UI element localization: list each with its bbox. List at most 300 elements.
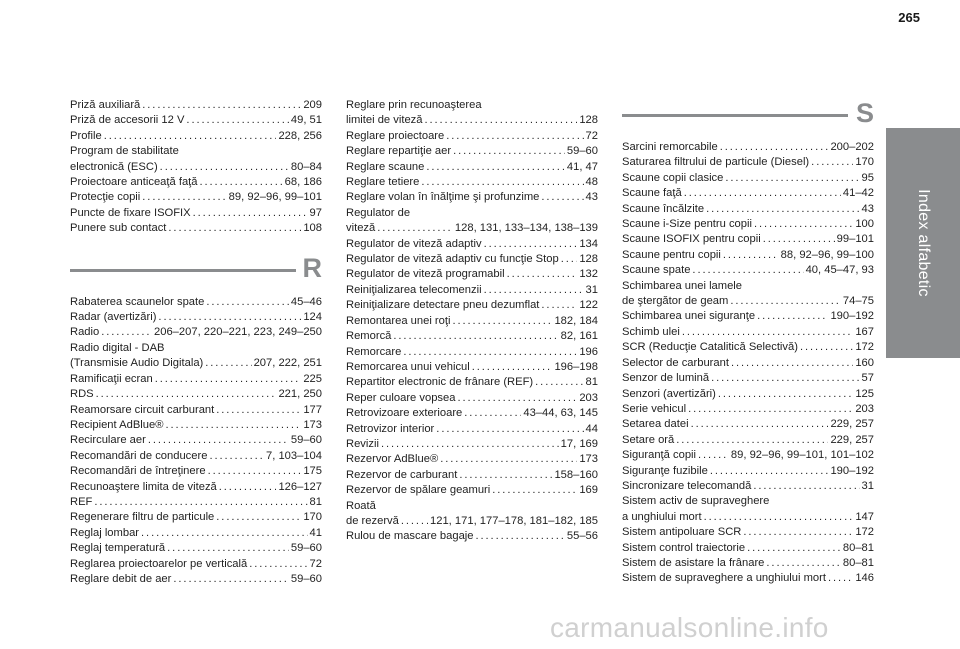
index-entry-row: [622, 217, 874, 232]
index-term: Rulou de mascare bagaje: [346, 530, 474, 543]
index-entry: [346, 98, 598, 129]
index-entry-row: [346, 283, 598, 298]
index-entry: [70, 403, 322, 418]
index-entry-row: [622, 387, 874, 402]
index-column-3: [622, 98, 874, 587]
dot-leader: [507, 267, 578, 282]
page-references: 72: [309, 557, 322, 570]
dot-leader: [96, 387, 277, 402]
page-references: 209: [303, 99, 322, 111]
index-entry-row: [70, 433, 322, 448]
index-entry-row: [346, 391, 598, 406]
index-entry: [346, 283, 598, 298]
index-entry-row: [70, 526, 322, 541]
index-term: Proiectoare anticeaţă faţă: [70, 176, 198, 189]
page-references: 172: [855, 341, 874, 354]
dot-leader: [167, 541, 289, 556]
index-term: Senzori (avertizări): [622, 387, 716, 400]
index-entry-row: [70, 113, 322, 128]
index-entry: [70, 449, 322, 464]
index-entry: [70, 190, 322, 205]
dot-leader: [401, 514, 428, 529]
index-entry-row: [346, 529, 598, 544]
index-entry-row: [70, 418, 322, 433]
page-references: 128, 131, 133–134, 138–139: [454, 222, 598, 235]
dot-leader: [676, 433, 828, 448]
index-entry-row: [70, 372, 322, 387]
index-entry-row: [346, 144, 598, 159]
index-entry-row: [70, 295, 322, 310]
index-entry: [622, 232, 874, 247]
index-entry: [346, 468, 598, 483]
index-entry: [346, 360, 598, 375]
index-entry: [622, 371, 874, 386]
page-references: 158–160: [554, 468, 598, 481]
index-entry: [622, 340, 874, 355]
index-entry-row: [346, 514, 598, 529]
index-term: Protecţie copii: [70, 191, 141, 204]
index-entry-row: [622, 571, 874, 586]
page-references: 229, 257: [830, 433, 874, 446]
page-references: 43: [861, 202, 874, 215]
dot-leader: [731, 356, 853, 371]
dot-leader: [725, 171, 859, 186]
index-entry: [622, 202, 874, 217]
watermark: carmanualsonline.info: [550, 612, 829, 643]
index-term: Reglaj lombar: [70, 526, 140, 539]
index-term: Reglare repartiţie aer: [346, 145, 452, 158]
index-term: Reglare scaune: [346, 160, 425, 173]
index-entry: [70, 526, 322, 541]
index-term: Senzor de lumină: [622, 372, 710, 385]
page-references: 122: [579, 299, 598, 312]
index-term: Sincronizare telecomandă: [622, 479, 752, 492]
dot-leader: [704, 510, 854, 525]
dot-leader: [710, 464, 829, 479]
index-entry-row: [346, 360, 598, 375]
index-term: Retrovizor interior: [346, 422, 435, 435]
index-term: Siguranţă copii: [622, 449, 697, 462]
index-entry: [346, 129, 598, 144]
index-entry: [346, 437, 598, 452]
dot-leader: [541, 190, 583, 205]
index-entry-row: [622, 433, 874, 448]
page-references: 207, 222, 251: [253, 357, 322, 370]
page-references: 80–84: [290, 160, 322, 173]
dot-leader: [173, 572, 288, 587]
dot-leader: [476, 529, 565, 544]
page-references: 59–60: [290, 434, 322, 447]
letter-rule: [622, 114, 848, 117]
index-column-1: [70, 98, 322, 587]
index-entry: [346, 190, 598, 205]
index-entry: [622, 279, 874, 310]
dot-leader: [698, 448, 729, 463]
page-references: 88, 92–96, 99–100: [780, 248, 874, 261]
index-entry-row: [70, 510, 322, 525]
index-entry-row: [622, 232, 874, 247]
index-entry-row: [346, 298, 598, 313]
index-entry-row: [346, 252, 598, 267]
dot-leader: [104, 129, 277, 144]
page-references: 173: [579, 453, 598, 466]
dot-leader: [561, 252, 578, 267]
dot-leader: [743, 525, 853, 540]
index-term: Regulator de viteză adaptiv cu funcţie Stop: [346, 253, 559, 266]
index-entry-row: [346, 190, 598, 205]
index-term: Remorcare: [346, 345, 402, 358]
index-entry: [622, 433, 874, 448]
index-term: Reglare volan în înălţime şi profunzime: [346, 191, 540, 204]
page-references: 206–207, 220–221, 223, 249–250: [154, 326, 322, 339]
index-entry-row: [70, 403, 322, 418]
index-term: Regulator de viteză adaptiv: [346, 237, 482, 250]
index-entry: [622, 186, 874, 201]
page-references: 169: [579, 484, 598, 497]
index-term: Sistem de supraveghere a unghiului mort: [622, 572, 826, 585]
dot-leader: [484, 237, 578, 252]
dot-leader: [141, 526, 308, 541]
dot-leader: [753, 479, 859, 494]
page-references: 44: [585, 422, 598, 435]
dot-leader: [541, 298, 577, 313]
page-references: 177: [303, 403, 322, 416]
page-references: 81: [309, 495, 322, 508]
index-entry: [346, 144, 598, 159]
page-references: 124: [303, 311, 322, 324]
index-term: Rezervor AdBlue®: [346, 453, 439, 466]
index-term: Schimb ulei: [622, 325, 680, 338]
index-entry-heading: Reglare prin recunoaşterea: [346, 99, 482, 111]
page-references: 221, 250: [278, 388, 322, 401]
index-entry-row: [622, 556, 874, 571]
index-term: Recipient AdBlue®: [70, 418, 164, 431]
dot-leader: [160, 160, 289, 175]
index-term: limitei de viteză: [346, 114, 423, 127]
index-term: Setarea datei: [622, 418, 689, 431]
dot-leader: [216, 403, 301, 418]
index-entry: [346, 267, 598, 282]
page-references: 43–44, 63, 145: [523, 407, 598, 420]
index-entry-row: [622, 325, 874, 340]
index-term: Sarcini remorcabile: [622, 141, 718, 153]
index-entry-row: [346, 175, 598, 190]
index-term: Sistem antipoluare SCR: [622, 526, 742, 539]
dot-leader: [94, 495, 307, 510]
index-entry: [70, 341, 322, 372]
page-references: 80–81: [842, 556, 874, 569]
index-term: Regulator de viteză programabil: [346, 268, 505, 281]
index-entry-heading: Regulator de: [346, 206, 411, 219]
dot-leader: [472, 360, 553, 375]
index-entry: [346, 160, 598, 175]
index-term: Reglarea proiectoarelor pe verticală: [70, 557, 248, 570]
page-references: 125: [855, 387, 874, 400]
index-term: Serie vehicul: [622, 402, 687, 415]
index-term: Reglare tetiere: [346, 176, 420, 189]
dot-leader: [811, 155, 853, 170]
index-entry: [622, 387, 874, 402]
index-entry: [70, 206, 322, 221]
dot-leader: [216, 510, 301, 525]
index-term: Scaune copii clasice: [622, 171, 724, 184]
index-term: Scaune încălzite: [622, 202, 705, 215]
dot-leader: [754, 217, 853, 232]
page-references: 45–46: [290, 295, 322, 308]
index-entry-row: [622, 525, 874, 540]
index-entry: [622, 556, 874, 571]
dot-leader: [692, 263, 803, 278]
dot-leader: [800, 340, 853, 355]
index-term: Priză de accesorii 12 V: [70, 114, 185, 127]
index-entry-row: [622, 402, 874, 417]
index-entry: [346, 175, 598, 190]
index-term: Sistem de asistare la frânare: [622, 556, 765, 569]
page-references: 99–101: [836, 233, 874, 246]
dot-leader: [706, 202, 859, 217]
index-entry: [622, 325, 874, 340]
page-references: 128: [579, 114, 598, 127]
index-entry-row: [622, 171, 874, 186]
index-term: Rabaterea scaunelor spate: [70, 295, 205, 308]
dot-leader: [747, 541, 841, 556]
index-entry: [70, 372, 322, 387]
index-term: REF: [70, 495, 93, 508]
index-entry: [70, 557, 322, 572]
index-term: (Transmisie Audio Digitala): [70, 357, 204, 370]
page-references: 57: [861, 372, 874, 385]
page-references: 59–60: [566, 145, 598, 158]
index-term: Reglare proiectoare: [346, 129, 445, 142]
index-entry-row: [70, 480, 322, 495]
index-entry: [346, 329, 598, 344]
dot-leader: [377, 221, 453, 236]
index-entry-row: [70, 557, 322, 572]
index-entry-row: [346, 267, 598, 282]
index-entry-row: [622, 248, 874, 263]
page-references: 126–127: [278, 480, 322, 493]
index-term: Revizii: [346, 437, 379, 450]
dot-leader: [711, 371, 859, 386]
index-entry: [346, 422, 598, 437]
dot-leader: [142, 98, 301, 113]
index-entry-row: [346, 160, 598, 175]
index-term: Recomandări de întreţinere: [70, 465, 206, 478]
dot-leader: [684, 186, 841, 201]
index-entry-row: [70, 206, 322, 221]
page-references: 72: [585, 129, 598, 142]
letter-rule: [70, 269, 296, 272]
page-references: 196: [579, 345, 598, 358]
index-entry-heading: Program de stabilitate: [70, 145, 179, 158]
index-entry-row: [622, 309, 874, 324]
page-references: 182, 184: [554, 314, 598, 327]
dot-leader: [193, 206, 308, 221]
page-references: 172: [855, 526, 874, 539]
page-references: 228, 256: [278, 129, 322, 142]
index-entry-row: [70, 387, 322, 402]
page-references: 43: [585, 191, 598, 204]
index-entry: [70, 480, 322, 495]
index-entry-row: [346, 113, 598, 128]
index-entry-row: [70, 221, 322, 236]
index-entry-row: [70, 175, 322, 190]
index-term: Profile: [70, 129, 102, 142]
index-entry: [70, 175, 322, 190]
dot-leader: [142, 190, 226, 205]
dot-leader: [165, 418, 301, 433]
dot-leader: [426, 160, 565, 175]
index-entry: [346, 391, 598, 406]
index-term: Repartitor electronic de frânare (REF): [346, 376, 534, 389]
dot-leader: [208, 464, 302, 479]
page-references: 196–198: [554, 360, 598, 373]
index-term: RDS: [70, 388, 94, 401]
dot-leader: [766, 556, 840, 571]
index-entry: [346, 375, 598, 390]
page-references: 7, 103–104: [266, 449, 322, 462]
index-entry: [70, 433, 322, 448]
index-entry: [622, 155, 874, 170]
index-term: de rezervă: [346, 514, 399, 527]
index-term: Reglare debit de aer: [70, 572, 172, 585]
page-references: 80–81: [842, 541, 874, 554]
index-term: Ramificaţii ecran: [70, 372, 153, 385]
index-term: Radio: [70, 326, 100, 339]
index-entry-row: [346, 375, 598, 390]
index-entry: [70, 325, 322, 340]
index-entry-heading: Roată: [346, 499, 376, 512]
index-entry: [70, 572, 322, 587]
index-entry: [346, 345, 598, 360]
dot-leader: [155, 372, 302, 387]
dot-leader: [492, 483, 577, 498]
index-entry-row: [70, 129, 322, 144]
dot-leader: [730, 294, 841, 309]
index-entry-row: [346, 468, 598, 483]
section-letter: S: [855, 98, 874, 128]
index-entry: [622, 263, 874, 278]
index-entry: [346, 452, 598, 467]
page-references: 225: [303, 372, 322, 385]
dot-leader: [688, 402, 853, 417]
index-entry-row: [346, 129, 598, 144]
page-references: 170: [855, 156, 874, 169]
index-entry-row: [346, 452, 598, 467]
index-term: Recomandări de conducere: [70, 449, 208, 462]
page-references: 134: [579, 237, 598, 250]
index-term: Punere sub contact: [70, 222, 167, 235]
index-term: Sistem control traiectorie: [622, 541, 746, 554]
index-entry: [622, 541, 874, 556]
index-column-2: [346, 98, 598, 545]
index-entry-row: [346, 483, 598, 498]
dot-leader: [205, 356, 251, 371]
page-references: 55–56: [566, 530, 598, 543]
index-entry-row: [622, 541, 874, 556]
index-entry-row: [622, 263, 874, 278]
dot-leader: [206, 295, 289, 310]
index-entry-row: [346, 329, 598, 344]
letter-heading: [622, 98, 874, 132]
page-references: 108: [303, 222, 322, 235]
index-entry: [70, 541, 322, 556]
index-entry-row: [346, 422, 598, 437]
index-term: SCR (Reducţie Catalitică Selectivă): [622, 341, 798, 354]
dot-leader: [535, 375, 583, 390]
index-term: Remorcarea unui vehicul: [346, 360, 470, 373]
dot-leader: [186, 113, 288, 128]
index-term: Reglaj temperatură: [70, 542, 166, 555]
index-term: Scaune faţă: [622, 187, 682, 200]
index-term: Regenerare filtru de particule: [70, 511, 215, 524]
page-references: 203: [579, 391, 598, 404]
index-term: Scaune i-Size pentru copii: [622, 218, 752, 231]
dot-leader: [763, 232, 835, 247]
page-references: 74–75: [842, 295, 874, 308]
section-tab-label: Index alfabetic: [915, 189, 932, 297]
dot-leader: [452, 314, 552, 329]
index-entry: [622, 140, 874, 155]
index-entry: [70, 129, 322, 144]
dot-leader: [464, 406, 521, 421]
index-term: Puncte de fixare ISOFIX: [70, 206, 191, 219]
index-entry: [70, 387, 322, 402]
index-term: Reamorsare circuit carburant: [70, 403, 215, 416]
page-references: 160: [855, 356, 874, 369]
page-number: 265: [898, 10, 920, 25]
index-entry: [622, 448, 874, 463]
dot-leader: [424, 113, 577, 128]
index-term: Siguranţe fuzibile: [622, 464, 708, 477]
index-entry-row: [622, 340, 874, 355]
index-term: Reiniţializare detectare pneu dezumflat: [346, 299, 540, 312]
dot-leader: [200, 175, 283, 190]
index-entry: [622, 525, 874, 540]
page-references: 41: [309, 526, 322, 539]
index-entry: [346, 529, 598, 544]
index-entry: [346, 406, 598, 421]
section-gap: [70, 237, 322, 253]
dot-leader: [101, 325, 152, 340]
index-entry: [70, 418, 322, 433]
index-entry: [622, 417, 874, 432]
page-references: 49, 51: [290, 114, 322, 127]
index-entry: [346, 298, 598, 313]
dot-leader: [453, 144, 565, 159]
page-references: 95: [861, 171, 874, 184]
index-term: Rezervor de spălare geamuri: [346, 484, 491, 497]
index-entry-row: [622, 356, 874, 371]
index-entry-row: [346, 221, 598, 236]
index-entry: [622, 464, 874, 479]
page-references: 40, 45–47, 93: [805, 264, 874, 277]
index-entry-row: [346, 406, 598, 421]
index-entry: [622, 217, 874, 232]
index-entry-row: [70, 495, 322, 510]
index-term: Scaune spate: [622, 264, 691, 277]
index-entry: [70, 144, 322, 175]
page-references: 128: [579, 253, 598, 266]
index-term: Scaune pentru copii: [622, 248, 721, 261]
page-references: 229, 257: [830, 418, 874, 431]
index-entry: [622, 309, 874, 324]
index-term: Remorcă: [346, 330, 392, 343]
index-entry-heading: Radio digital - DAB: [70, 341, 165, 354]
index-entry-heading: Sistem activ de supraveghere: [622, 495, 770, 508]
page-references: 200–202: [830, 141, 874, 153]
index-term: Saturarea filtrului de particule (Diesel): [622, 156, 810, 169]
